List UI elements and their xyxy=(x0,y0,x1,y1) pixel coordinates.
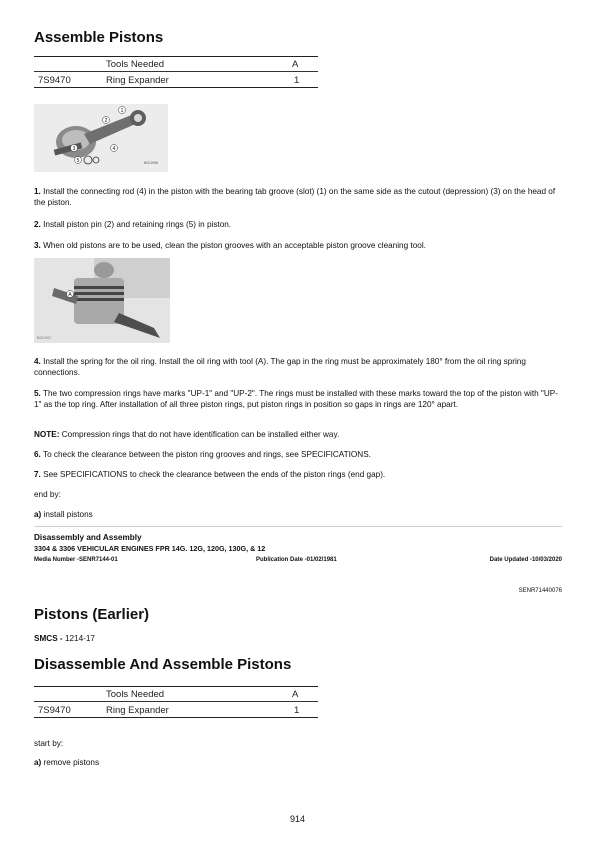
step-6: 6. To check the clearance between the piston ring grooves and rings, see SPECIFICATIONS. xyxy=(34,450,371,459)
note: NOTE: Compression rings that do not have identification can be installed either way. xyxy=(34,430,340,439)
piston-rod-illustration xyxy=(34,104,168,172)
tool-name: Ring Expander xyxy=(106,705,169,716)
start-by-item: a) remove pistons xyxy=(34,758,100,767)
step-5: 5. The two compression rings have marks "UP-1" and "UP-2". The rings must be installed with these marks toward the top of the piston with "UP-1" as the top ring. After installation of all three piston rings, put piston rings in position so gaps in rings are 120° apart. xyxy=(34,389,558,409)
publication-date: Publication Date -01/02/1981 xyxy=(256,557,337,563)
tool-part-number: 7S9470 xyxy=(38,705,71,716)
tools-col-header: A xyxy=(292,689,299,700)
tool-part-number: 7S9470 xyxy=(38,75,71,86)
tool-name: Ring Expander xyxy=(106,75,169,86)
step-3: 3. When old pistons are to be used, clean the piston grooves with an acceptable piston groove cleaning tool. xyxy=(34,241,426,250)
step-1: 1. Install the connecting rod (4) in the piston with the bearing tab groove (slot) (1) on the same side as the cutout (depression) (3) on the head of the piston. xyxy=(34,187,556,207)
smcs-code: SMCS - 1214-17 xyxy=(34,634,95,643)
tools-col-header: A xyxy=(292,59,299,70)
tools-header: Tools Needed xyxy=(106,59,165,70)
date-updated: Date Updated -10/03/2020 xyxy=(489,557,562,563)
tools-table xyxy=(34,56,318,94)
section-title: Assemble Pistons xyxy=(34,29,164,46)
page-number: 914 xyxy=(289,814,306,824)
callout-3: 3 xyxy=(72,145,76,152)
callout-5: 5 xyxy=(76,157,80,164)
procedure-title: Disassemble And Assemble Pistons xyxy=(34,656,292,673)
end-by-label: end by: xyxy=(34,490,61,499)
media-number: Media Number -SENR7144-01 xyxy=(34,557,118,563)
callout-a: A xyxy=(68,291,72,298)
figure-1-id: B021996 xyxy=(144,161,159,165)
tool-qty: 1 xyxy=(294,75,300,86)
manual-subtitle: 3304 & 3306 VEHICULAR ENGINES FPR 14G. 12G, 120G, 130G, & 12 xyxy=(34,544,266,553)
tools-table-2 xyxy=(34,686,318,724)
manual-title: Disassembly and Assembly xyxy=(34,533,142,542)
divider xyxy=(34,526,562,527)
step-4: 4. Install the spring for the oil ring. Install the oil ring with tool (A). The gap in the ring must be approximately 180° from the oil ring spring connections. xyxy=(34,357,526,377)
callout-2: 2 xyxy=(104,117,108,124)
figure-2-id: B021997 xyxy=(37,336,52,340)
step-2: 2. Install piston pin (2) and retaining rings (5) in piston. xyxy=(34,220,232,229)
step-7: 7. See SPECIFICATIONS to check the clearance between the ends of the piston rings (end gap). xyxy=(34,470,386,479)
start-by-label: start by: xyxy=(34,739,64,748)
tool-qty: 1 xyxy=(294,705,300,716)
document-id: SENR71440076 xyxy=(518,588,562,594)
tools-header: Tools Needed xyxy=(106,689,165,700)
end-by-item: a) install pistons xyxy=(34,510,93,519)
callout-4: 4 xyxy=(112,145,116,152)
callout-1: 1 xyxy=(120,107,124,114)
section-heading: Pistons (Earlier) xyxy=(34,606,150,623)
ring-install-photo xyxy=(34,258,170,343)
